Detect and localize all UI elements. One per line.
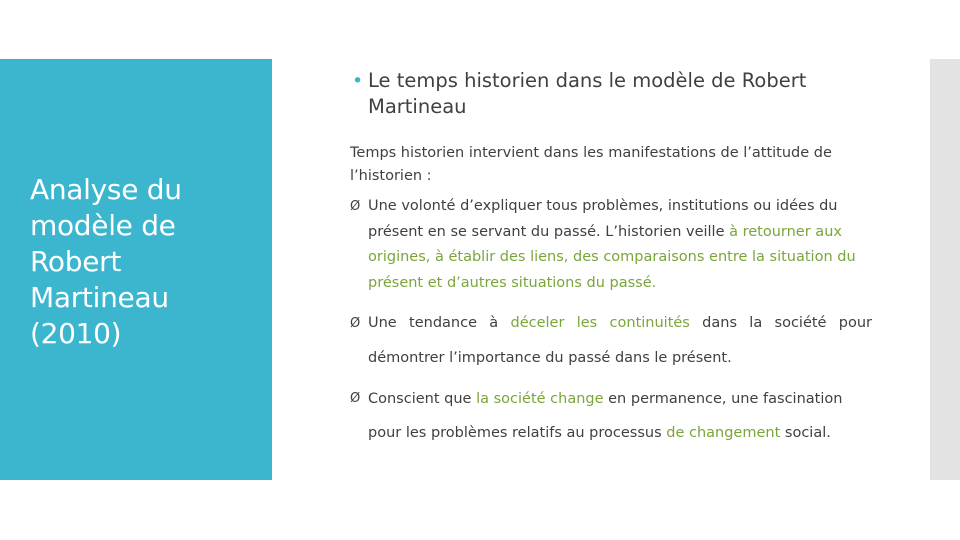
side-bar: [930, 59, 960, 480]
main-bullet: [350, 68, 872, 120]
point-3-text-4: social.: [780, 425, 831, 441]
list-item: [350, 194, 872, 296]
intro-text: Temps historien intervient dans les manifestations de l’attitude de l’historien :: [350, 145, 832, 184]
point-3-highlight-1: la société change: [476, 391, 604, 407]
arrow-bullet-icon: Ø: [350, 391, 361, 406]
content-area: [350, 68, 872, 450]
point-2-line-2: démontrer l’importance du passé dans le présent.: [368, 350, 732, 366]
point-3-text-2: en permanence, une fascination: [603, 391, 843, 407]
point-3-text-3: pour les problèmes relatifs au processus: [368, 425, 667, 441]
arrow-bullet-icon: Ø: [350, 316, 361, 331]
slide-title: Analyse du modèle de Robert Martineau (2010): [30, 173, 182, 350]
point-1-text: Une volonté d’expliquer tous problèmes, institutions ou idées du présent en se servant du passé. L’historien veille: [368, 198, 838, 240]
main-bullet-text: Le temps historien dans le modèle de Robert Martineau: [368, 69, 807, 118]
point-1-highlight: à retourner aux origines, à établir des liens, des comparaisons entre la situation du présent et d’autres situations du passé.: [368, 223, 856, 291]
point-2-highlight: déceler les continuités: [510, 315, 690, 331]
list-item: [350, 306, 872, 376]
point-2-line-1: [368, 306, 872, 341]
point-3-text: Conscient que: [368, 391, 477, 407]
point-2-text-rest: dans la société pour: [689, 315, 873, 331]
bullet-dot-icon: •: [352, 70, 364, 92]
arrow-bullet-icon: Ø: [350, 199, 361, 214]
point-2-text: Une tendance à: [368, 315, 511, 331]
point-3-highlight-2: de changement: [666, 425, 781, 441]
list-item: [350, 382, 872, 450]
